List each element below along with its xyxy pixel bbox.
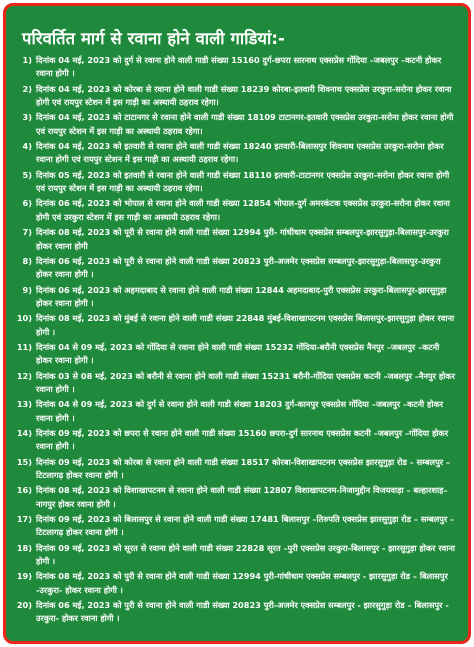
list-item-number: 14): [16, 427, 32, 438]
list-item-text: दिनांक 09 मई, 2023 को सूरत से रवाना होने वाली गाडी संख्या 22828 सूरत –पुरी एक्सप्रेस उरकुरा-बिलासपुर - झारसुगुड़ा होकर रवाना होगी ।: [36, 542, 456, 567]
list-item: [12, 140, 458, 169]
list-item: [12, 255, 458, 284]
list-item: [12, 284, 458, 313]
list-item: [12, 197, 458, 226]
list-item: [12, 54, 458, 83]
list-item-number: 18): [16, 542, 32, 553]
list-item-number: 20): [16, 600, 32, 611]
list-item: [12, 169, 458, 198]
list-item-text: दिनांक 04 से 09 मई, 2023 को गोंदिया से रवाना होने वाली गाडी संख्या 15232 गोंदिया-बरौनी एक्सप्रेस नैनपुर –जबलपुर –कटनी होकर रवाना होगी ।: [36, 341, 440, 366]
list-item-text: दिनांक 06 मई, 2023 को अहमदाबाद से रवाना होने वाली गाडी संख्या 12844 अहमदाबाद-पुरी एक्सप्रेस उरकुरा-बिलासपुर-झारसुगुड़ा होकर रवाना होगी ।: [36, 284, 447, 308]
list-item: [12, 570, 458, 599]
list-item-text: दिनांक 08 मई, 2023 को विशाखापटनम से रवाना होने वाली गाडी संख्या 12807 विशाखापटनम-निजामुद्दीन विजयवाड़ा – बल्हारशाह–नागपुर होकर रवाना होगी ।: [36, 485, 448, 509]
diverted-trains-list: [12, 54, 458, 628]
list-item: [12, 599, 458, 628]
list-item-number: 19): [16, 571, 32, 582]
list-item: [12, 513, 458, 542]
list-item: [12, 226, 458, 255]
list-item: [12, 341, 458, 370]
list-item-text: दिनांक 04 से 09 मई, 2023 को दुर्ग से रवाना होने वाली गाडी संख्या 18203 दुर्ग-कानपुर एक्सप्रेस गोंदिया –जबलपुर –कटनी होकर रवाना होगी ।: [36, 399, 444, 423]
list-item-text: दिनांक 09 मई, 2023 को बिलासपुर से रवाना होने वाली गाडी संख्या 17481 बिलासपुर –तिरुपति एक्सप्रेस झारसुगुड़ा रोड – सम्बलपुर –टिटलागढ़ होकर रवाना होगी ।: [36, 514, 455, 538]
list-item-number: 6): [22, 198, 32, 209]
list-item-text: दिनांक 06 मई, 2023 को भोपाल से रवाना होने वाली गाडी संख्या 12854 भोपाल-दुर्ग अमरकंटक एक्सप्रेस उरकुरा-सरोना होकर रवाना होगी एवं उरकुरा स्टेशन में इस गाड़ी का अस्थायी ठहराव रहेगा।: [36, 198, 450, 222]
list-item: [12, 398, 458, 427]
list-item-text: दिनांक 04 मई, 2023 को इतवारी से रवाना होने वाली गाडी संख्या 18240 इतवारी-बिलासपुर शिवनाथ एक्सप्रेस उरकुरा-सरोना होकर रवाना होगी एवं रायपुर स्टेशन में इस गाड़ी का अस्थायी ठहराव रहेगा।: [36, 141, 444, 165]
list-item-text: दिनांक 08 मई, 2023 को पूरी से रवाना होने वाली गाडी संख्या 12994 पुरी- गांधीधाम एक्सप्रेस सम्बलपुर-झारसुगुड़ा-बिलासपुर-उरकुरा होकर रवाना होगी: [36, 227, 449, 251]
list-item-text: दिनांक 04 मई, 2023 को दुर्ग से रवाना होने वाली गाडी संख्या 15160 दुर्ग-छपरा सारनाथ एक्सप्रेस गोंदिया –जबलपुर –कटनी होकर रवाना होगी ।: [36, 55, 442, 79]
list-item: [12, 427, 458, 456]
list-item-text: दिनांक 06 मई, 2023 को पूरी से रवाना होने वाली गाडी संख्या 20823 पुरी-अजमेर एक्सप्रेस सम्बलपुर-झारसुगुड़ा-बिलासपुर-उरकुरा होकर रवाना होगी ।: [36, 255, 441, 280]
notice-panel: [3, 3, 471, 644]
list-item: [12, 484, 458, 513]
list-item-text: दिनांक 08 मई, 2023 को पुरी से रवाना होने वाली गाडी संख्या 12994 पुरी-गांधीधाम एक्सप्रेस सम्बलपुर - झारसुगुड़ा रोड – बिलासपुर -उरकुरा- होकर रवाना होगी ।: [36, 571, 448, 595]
list-item: [12, 83, 458, 112]
list-item-number: 7): [22, 227, 32, 238]
list-item-text: दिनांक 06 मई, 2023 को पुरी से रवाना होने वाली गाडी संख्या 20823 पुरी-अजमेर एक्सप्रेस सम्बलपुर - झारसुगुड़ा रोड – बिलासपुर - उरकुरा- होकर रवाना होगी ।: [36, 600, 449, 624]
list-item-text: दिनांक 04 मई, 2023 को कोरबा से रवाना होने वाली गाडी संख्या 18239 कोरबा-इतवारी शिवनाथ एक्सप्रेस उरकुरा-सरोना होकर रवाना होगी एवं रायपुर स्टेशन में इस गाड़ी का अस्थायी ठहराव रहेगा।: [36, 83, 452, 108]
list-item-text: दिनांक 04 मई, 2023 को टाटानगर से रवाना होने वाली गाडी संख्या 18109 टाटानगर-इतवारी एक्सप्रेस उरकुरा-सरोना होकर रवाना होगी एवं रायपुर स्टेशन में इस गाड़ी का अस्थायी ठहराव रहेगा।: [36, 112, 454, 136]
list-item-number: 4): [22, 141, 32, 152]
list-item-number: 12): [16, 370, 32, 381]
list-item-number: 2): [22, 83, 32, 94]
list-item-number: 13): [16, 399, 32, 410]
list-item-number: 17): [16, 514, 32, 524]
list-item: [12, 111, 458, 140]
list-item: [12, 312, 458, 341]
list-item: [12, 456, 458, 485]
list-item: [12, 370, 458, 399]
list-item-text: दिनांक 05 मई, 2023 को इतवारी से रवाना होने वाली गाडी संख्या 18110 इतवारी-टाटानगर एक्सप्रेस उरकुरा-सरोना होकर रवाना होगी एवं रायपुर स्टेशन में इस गाड़ी का अस्थायी ठहराव रहेगा।: [36, 169, 450, 194]
list-item-number: 11): [16, 341, 32, 352]
list-item-number: 15): [16, 456, 32, 467]
list-item-number: 16): [16, 485, 32, 496]
list-item-number: 3): [22, 112, 32, 123]
list-item-number: 9): [22, 284, 32, 295]
list-item: [12, 542, 458, 571]
list-item-number: 1): [22, 55, 32, 65]
list-item-number: 10): [16, 313, 32, 324]
list-item-number: 5): [22, 169, 32, 180]
list-item-text: दिनांक 03 से 08 मई, 2023 को बरौनी से रवाना होने वाली गाडी संख्या 15231 बरौनी-गोंदिया एक्सप्रेस कटनी –जबलपुर –नैनपुर होकर रवाना होगी ।: [36, 370, 455, 394]
list-item-text: दिनांक 09 मई, 2023 को कोरबा से रवाना होने वाली गाडी संख्या 18517 कोरबा-विशाखापटनम एक्सप्रेस झारसुगुड़ा रोड – सम्बलपुर –टिटलागढ़ होकर रवाना होगी ।: [36, 456, 451, 481]
notice-heading: परिवर्तित मार्ग से रवाना होने वाली गाडियां:-: [22, 29, 285, 48]
list-item-number: 8): [22, 255, 32, 266]
list-item-text: दिनांक 08 मई, 2023 को मुंबई से रवाना होने वाली गाडी संख्या 22848 मुंबई-विशाखापटनम एक्सप्रेस बिलासपुर-झारसुगुड़ा होकर रवाना होगी ।: [36, 313, 455, 337]
list-item-text: दिनांक 09 मई, 2023 को छपरा से रवाना होने वाली गाडी संख्या 15160 छपरा-दुर्ग सारनाथ एक्सप्रेस कटनी –जबलपुर –गोंदिया होकर रवाना होगी ।: [36, 427, 449, 452]
